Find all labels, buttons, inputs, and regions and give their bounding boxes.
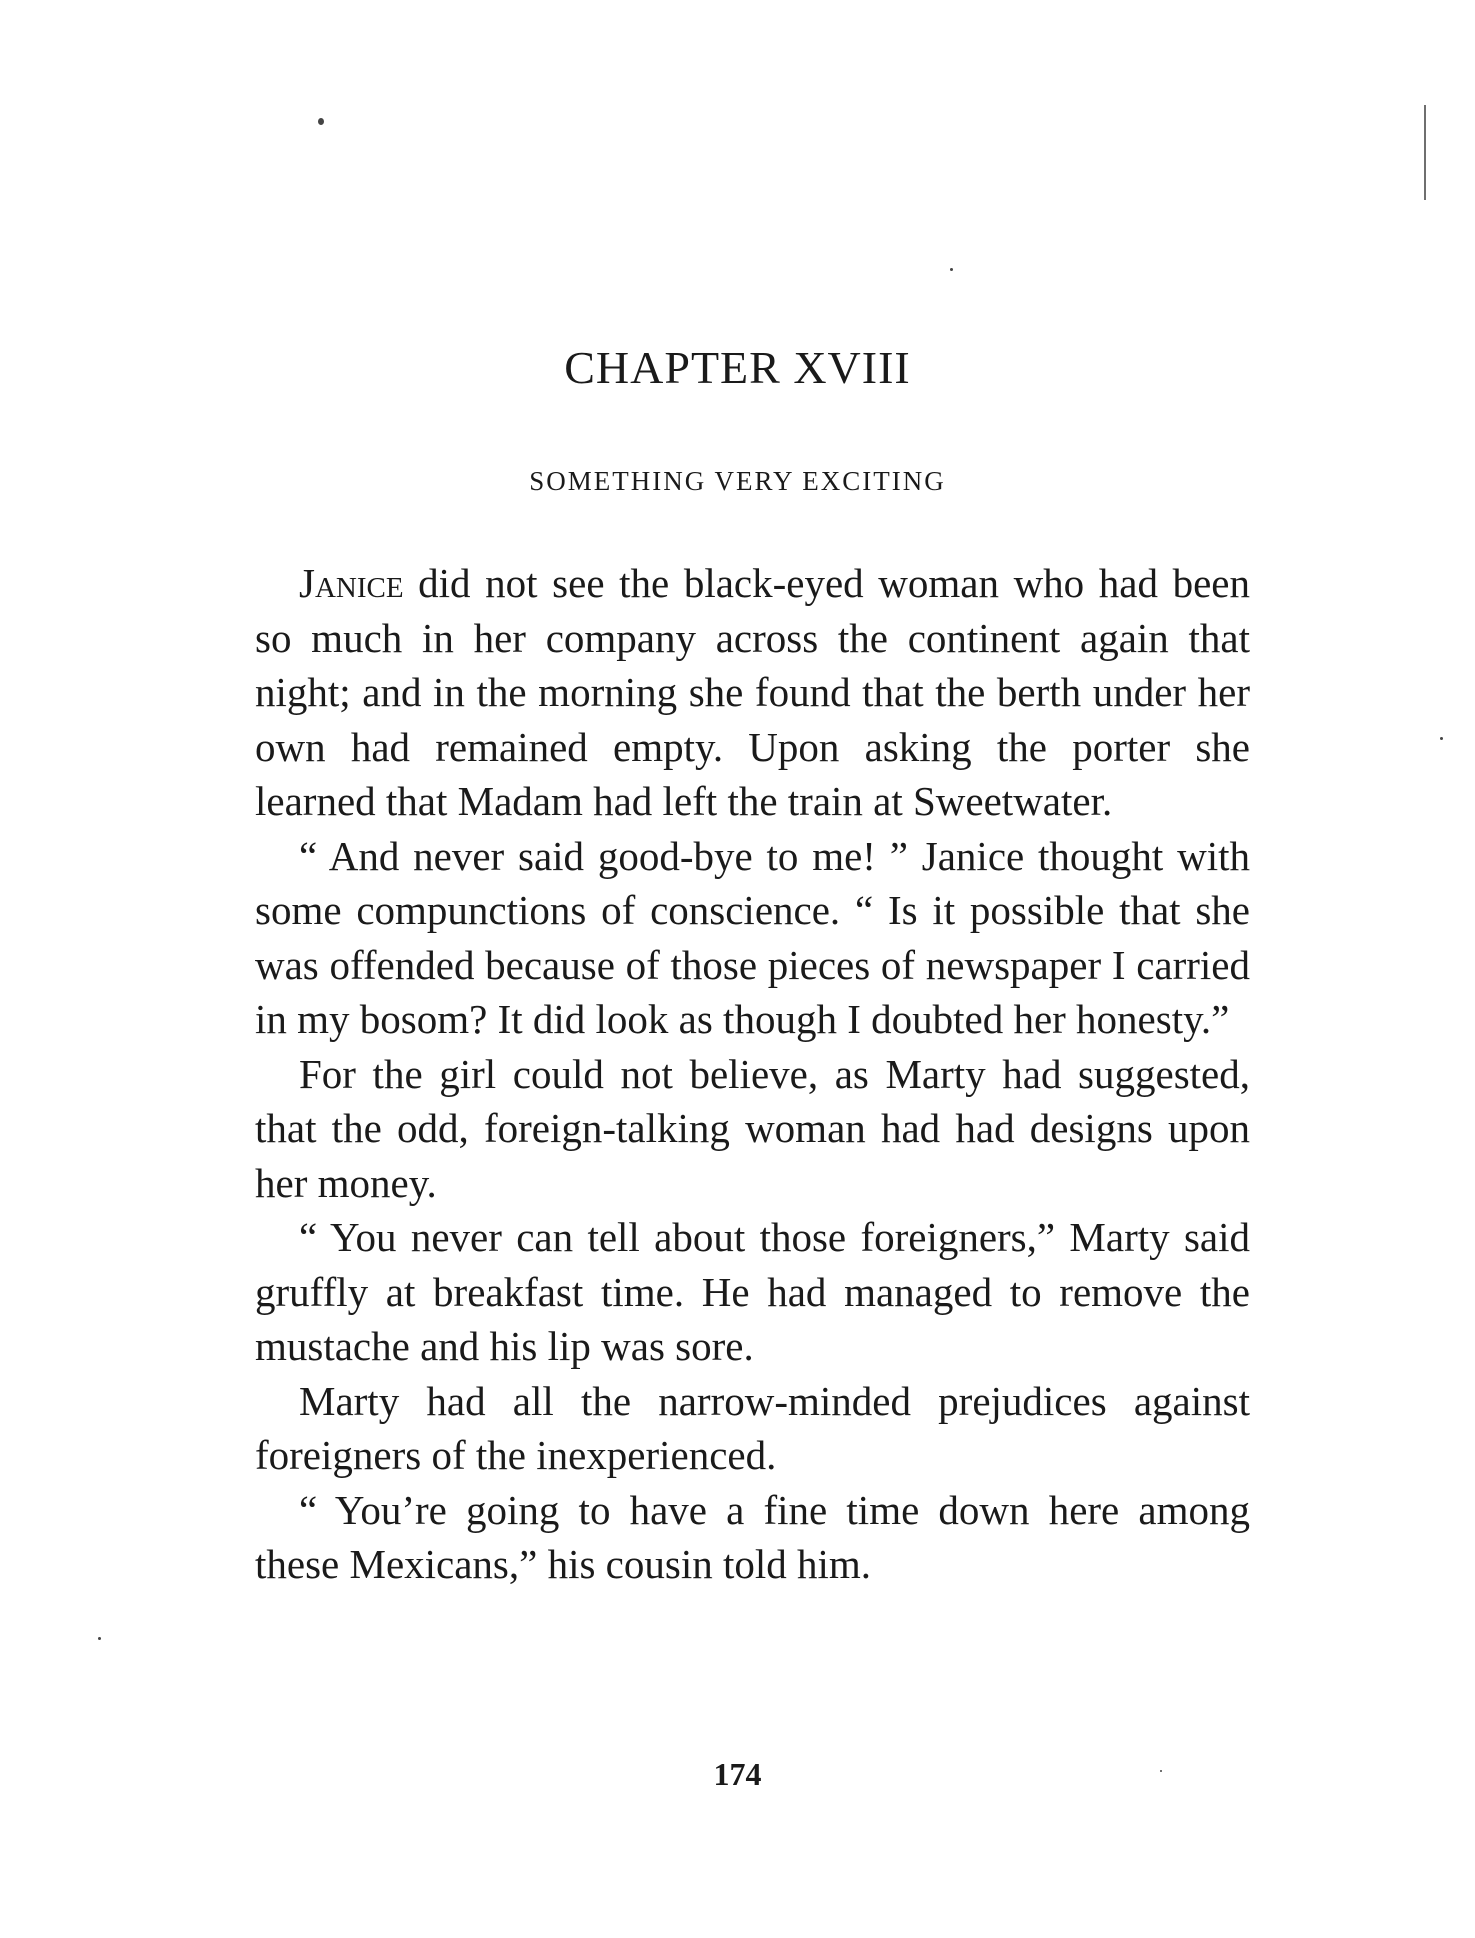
- paragraph: [255, 556, 1250, 829]
- page-number: 174: [713, 1756, 762, 1792]
- chapter-title: CHAPTER XVIII: [564, 342, 911, 393]
- paragraph: For the girl could not believe, as Marty had suggested, that the odd, foreign-talking woman had had designs upon her money.: [255, 1050, 1250, 1206]
- chapter-body: [255, 556, 1250, 1592]
- paragraph: “ And never said good-bye to me! ” Janice thought with some compunctions of conscience. “ Is it possible that she was offended because of those pieces of newspaper I carried in my bosom? It did look as though I doubted her honesty.”: [255, 832, 1250, 1042]
- chapter-subtitle: SOMETHING VERY EXCITING: [529, 466, 946, 496]
- scan-speck: [950, 268, 953, 271]
- paragraph-text: did not see the black-eyed woman who had been so much in her company across the continent again that night; and in the morning she found that the berth under her own had remained empty. Upon asking the porter she learned that Madam had left the train at Sweetwater.: [255, 560, 1250, 824]
- scan-speck: [98, 1637, 101, 1640]
- scan-margin-line: [1424, 105, 1426, 200]
- paragraph-lead-word: Janice: [299, 560, 404, 606]
- paragraph: “ You’re going to have a fine time down here among these Mexicans,” his cousin told him.: [255, 1486, 1250, 1587]
- scan-speck: [318, 118, 324, 125]
- paragraph: “ You never can tell about those foreigners,” Marty said gruffly at breakfast time. He had managed to remove the mustache and his lip was sore.: [255, 1214, 1250, 1369]
- scan-speck: [1440, 737, 1443, 740]
- paragraph: Marty had all the narrow-minded prejudices against foreigners of the inexperienced.: [255, 1377, 1250, 1478]
